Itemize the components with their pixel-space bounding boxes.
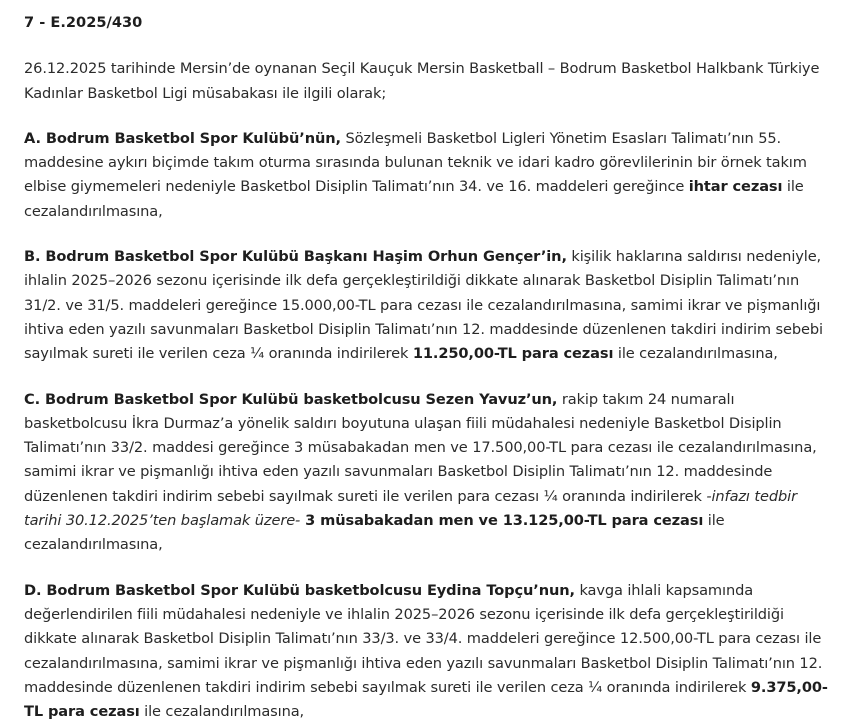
item-text: Sözleşmeli Basketbol Ligleri Yönetim Esasları Talimatı’nın 55. maddesine aykırı biçimde takım oturma sırasında bulunan teknik ve idari kadro görevlilerinin bir örnek takım elbise giymemeleri nedeniyle Basketbol Disiplin Talimatı’nın 34. ve 16. maddeleri gereğince bbox=[24, 129, 807, 196]
decision-item-c bbox=[24, 388, 832, 558]
item-penalty: 11.250,00-TL para cezası bbox=[412, 345, 614, 363]
item-penalty: 9.375,00-TL para cezası bbox=[24, 678, 828, 721]
item-text-end: ile cezalandırılmasına, bbox=[24, 512, 725, 554]
item-text-end: ile cezalandırılmasına, bbox=[613, 345, 778, 363]
item-penalty: ihtar cezası bbox=[688, 178, 783, 196]
item-subject: A. Bodrum Basketbol Spor Kulübü’nün, bbox=[24, 129, 341, 147]
item-text-end: ile cezalandırılmasına, bbox=[139, 703, 305, 721]
intro-paragraph: 26.12.2025 tarihinde Mersin’de oynanan Seçil Kauçuk Mersin Basketball – Bodrum Basketbol Halkbank Türkiye Kadınlar Basketbol Ligi müsabakası ile ilgili olarak; bbox=[24, 60, 820, 102]
item-subject: C. Bodrum Basketbol Spor Kulübü basketbolcusu Sezen Yavuz’un, bbox=[24, 390, 558, 408]
decision-item-d bbox=[24, 579, 832, 724]
item-subject: D. Bodrum Basketbol Spor Kulübü basketbolcusu Eydina Topçu’nun, bbox=[24, 581, 575, 599]
item-text-end: ile cezalandırılmasına, bbox=[24, 178, 804, 220]
decision-item-b bbox=[24, 245, 832, 366]
decision-item-a bbox=[24, 127, 832, 224]
item-text: kavga ihlali kapsamında değerlendirilen fiili müdahalesi nedeniyle ve ihlalin 2025–2026 sezonu içerisinde ilk defa gerçekleştirildiği dikkate alınarak Basketbol Disiplin Talimatı’nın 33/3. ve 33/4. maddeleri gereğince 12.500,00-TL para cezası ile cezalandırılmasına, samimi ikrar ve pişmanlığı ihtiva eden yazılı savunmaları Basketbol Disiplin Talimatı’nın 12. maddesinde düzenlenen takdiri indirim sebebi sayılmak sureti ile verilen ceza ¼ oranında indirilerek bbox=[24, 581, 823, 696]
item-italic-note: -infazı tedbir tarihi 30.12.2025’ten başlamak üzere- bbox=[24, 487, 797, 530]
item-penalty: 3 müsabakadan men ve 13.125,00-TL para cezası bbox=[300, 512, 704, 530]
item-text: kişilik haklarına saldırısı nedeniyle, ihlalin 2025–2026 sezonu içerisinde ilk defa gerçekleştirildiği dikkate alınarak Basketbol Disiplin Talimatı’nın 31/2. ve 31/5. maddeleri gereğince 15.000,00-TL para cezası ile cezalandırılmasına, samimi ikrar ve pişmanlığı ihtiva eden yazılı savunmaları Basketbol Disiplin Talimatı’nın 12. maddesinde düzenlenen takdiri indirim sebebi sayılmak sureti ile verilen ceza ¼ oranında indirilerek bbox=[24, 248, 823, 363]
item-text: rakip takım 24 numaralı basketbolcusu İkra Durmaz’a yönelik saldırı boyutuna ulaşan fiili müdahalesi nedeniyle Basketbol Disiplin Talimatı’nın 33/2. maddesi gereğince 3 müsabakadan men ve 17.500,00-TL para cezası ile cezalandırılmasına, samimi ikrar ve pişmanlığı ihtiva eden yazılı savunmaları Basketbol Disiplin Talimatı’nın 12. maddesinde düzenlenen takdiri indirim sebebi sayılmak sureti ile verilen para cezası ¼ oranında indirilerek bbox=[24, 390, 817, 505]
item-subject: B. Bodrum Basketbol Spor Kulübü Başkanı Haşim Orhun Gençer’in, bbox=[24, 248, 567, 266]
decision-heading: 7 - E.2025/430 bbox=[24, 14, 143, 31]
